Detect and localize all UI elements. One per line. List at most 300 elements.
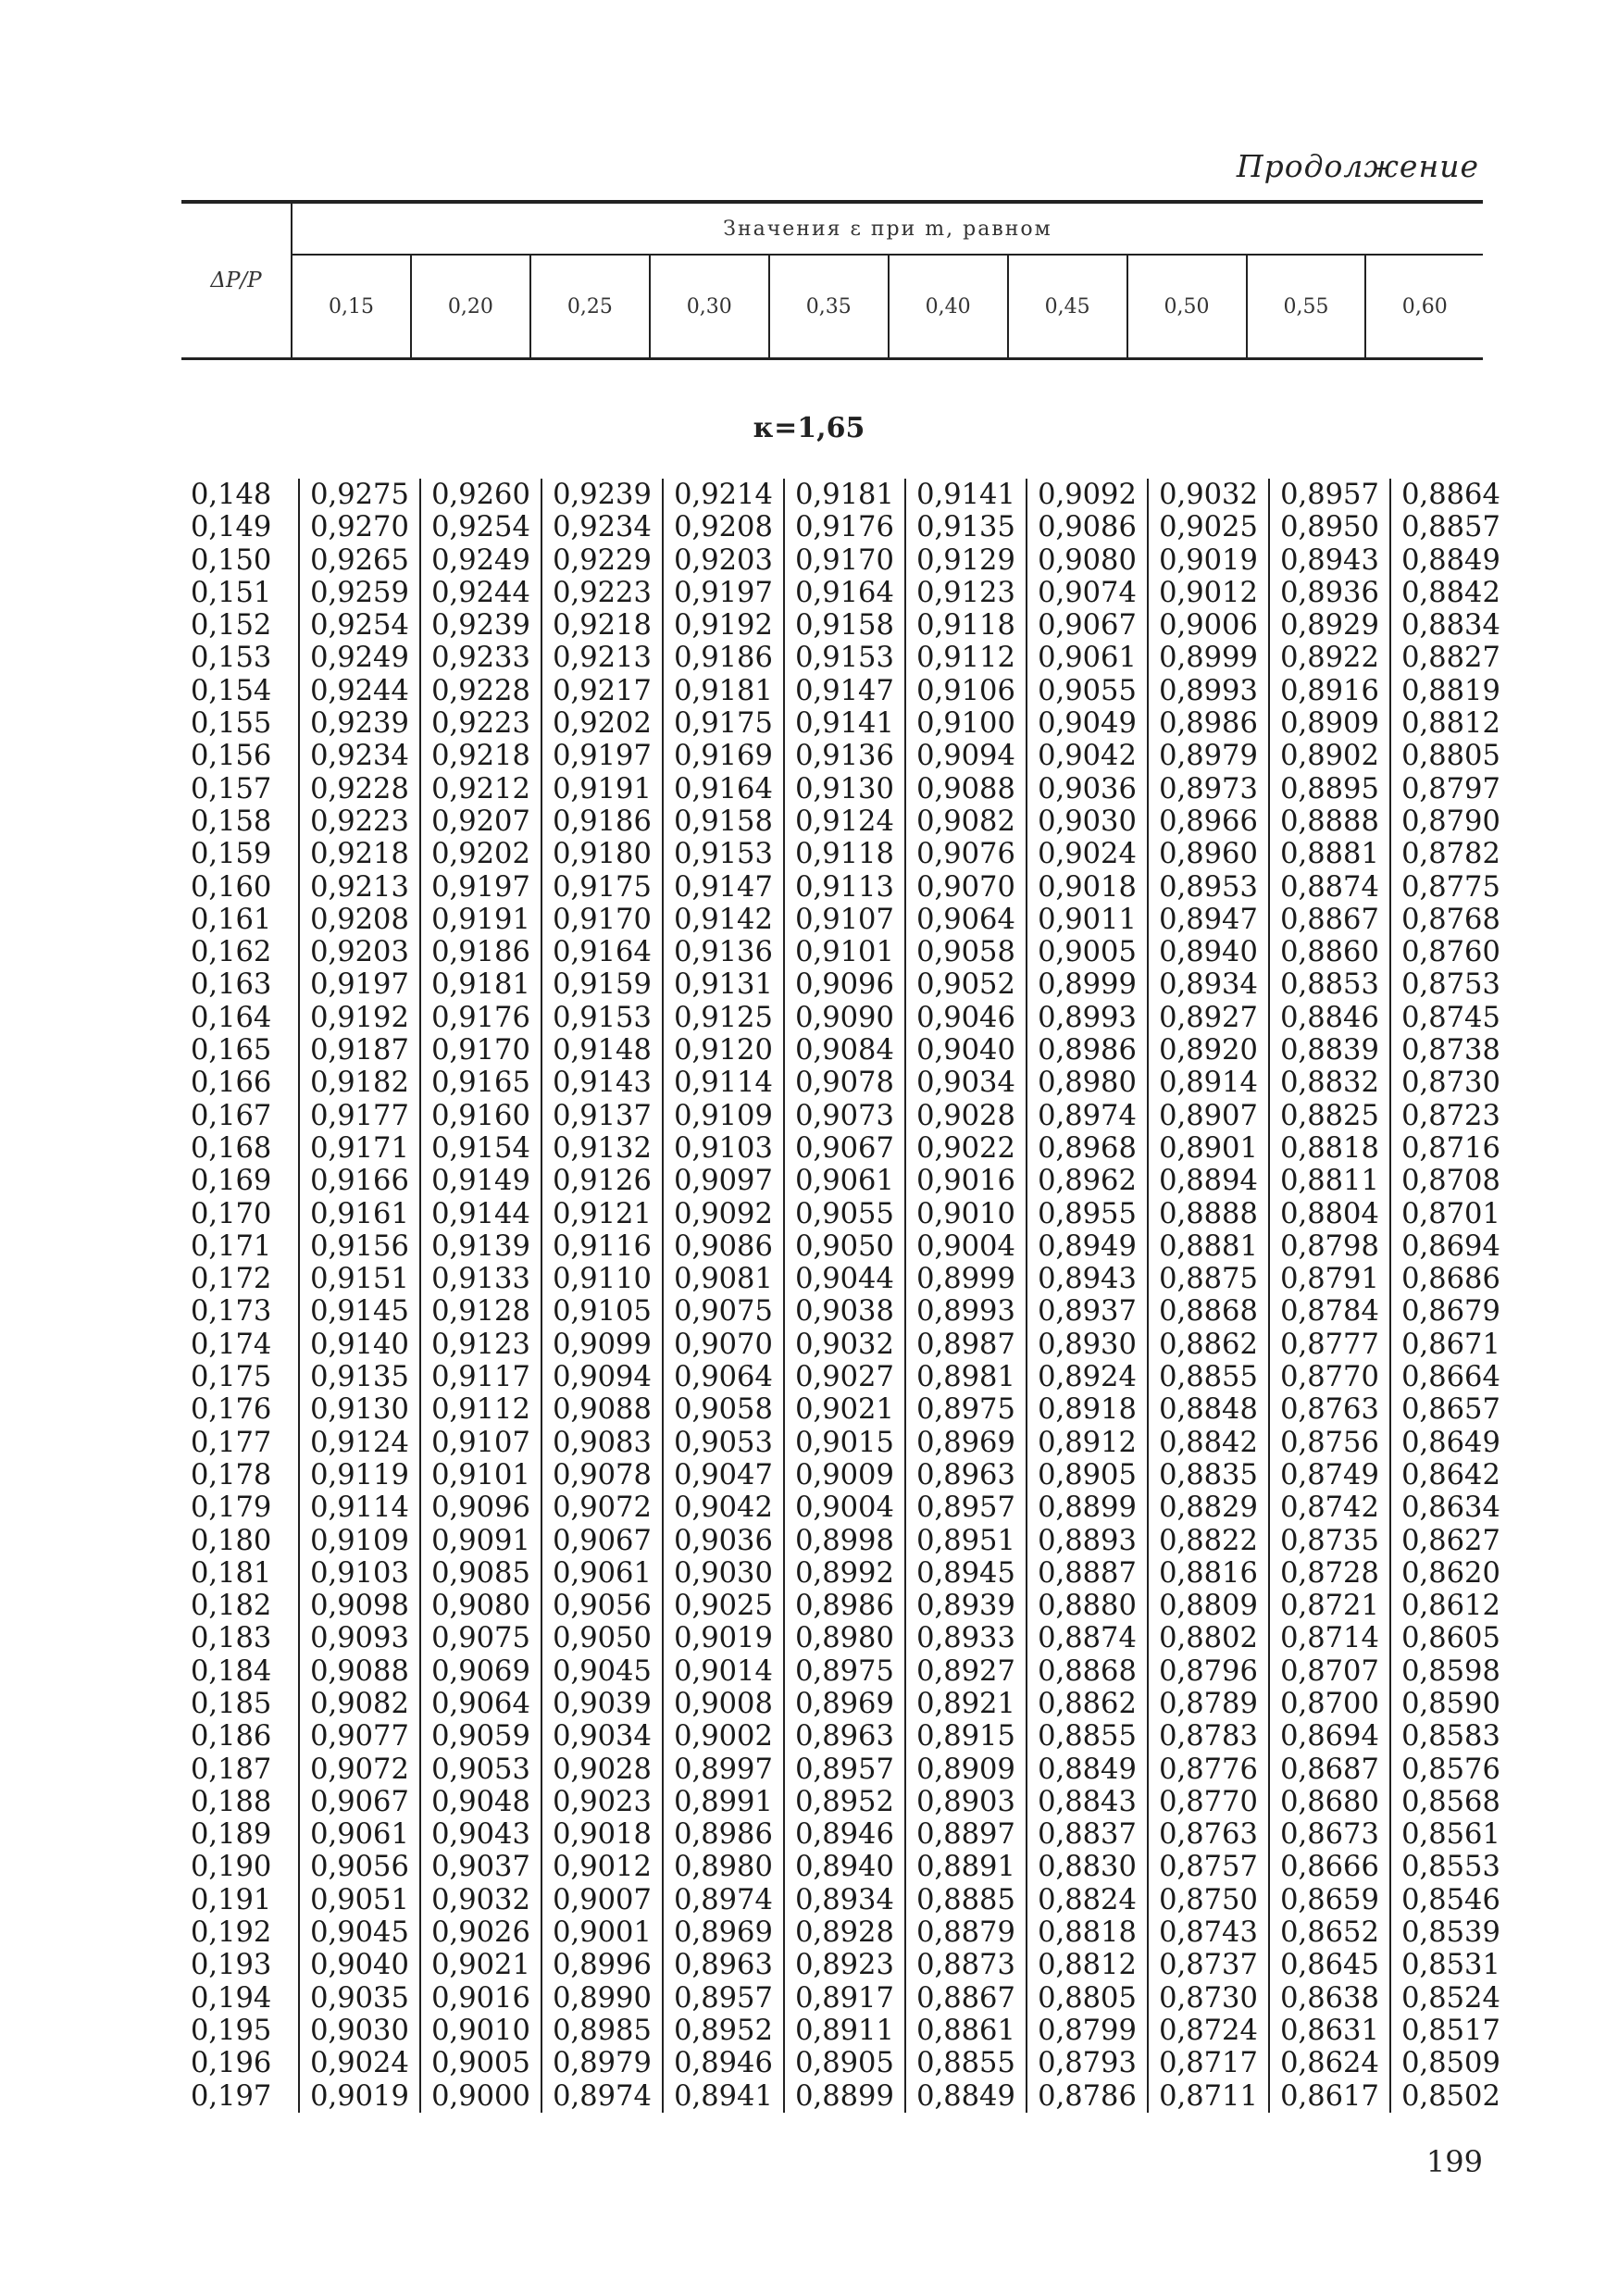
epsilon-value-cell: 0,9042	[664, 1491, 785, 1524]
epsilon-value-cell: 0,8509	[1401, 2047, 1500, 2080]
epsilon-value-cell: 0,9085	[421, 1557, 542, 1590]
epsilon-value-cell: 0,8899	[1027, 1491, 1149, 1524]
epsilon-value-cell: 0,9254	[300, 609, 421, 642]
epsilon-value-cell: 0,9042	[1027, 740, 1149, 772]
epsilon-value-cell: 0,9110	[542, 1263, 664, 1295]
epsilon-value-cell: 0,8986	[785, 1590, 906, 1622]
epsilon-value-cell: 0,9153	[785, 642, 906, 674]
epsilon-value-cell: 0,9043	[421, 1818, 542, 1851]
epsilon-value-cell: 0,8903	[906, 1786, 1027, 1818]
epsilon-value-cell: 0,9061	[300, 1818, 421, 1851]
epsilon-value-cell: 0,8829	[1149, 1491, 1270, 1524]
table-row	[181, 675, 1511, 707]
epsilon-value-cell: 0,9170	[542, 904, 664, 936]
table-row	[181, 968, 1511, 1001]
epsilon-value-cell: 0,8881	[1149, 1230, 1270, 1263]
epsilon-value-cell: 0,9059	[421, 1720, 542, 1753]
epsilon-value-cell: 0,8757	[1149, 1851, 1270, 1883]
epsilon-value-cell: 0,9116	[542, 1230, 664, 1263]
table-row	[181, 1491, 1511, 1524]
epsilon-value-cell: 0,9186	[542, 805, 664, 838]
dp-value-cell: 0,185	[181, 1688, 300, 1720]
epsilon-value-cell: 0,9004	[785, 1491, 906, 1524]
epsilon-value-cell: 0,8568	[1401, 1785, 1500, 1818]
epsilon-value-cell: 0,8620	[1401, 1556, 1500, 1590]
epsilon-value-cell: 0,9084	[785, 1034, 906, 1067]
epsilon-value-cell: 0,8849	[1027, 1753, 1149, 1786]
epsilon-value-cell: 0,8951	[906, 1525, 1027, 1557]
epsilon-value-cell: 0,8790	[1401, 805, 1500, 838]
epsilon-value-cell: 0,9191	[421, 904, 542, 936]
table-row	[181, 544, 1511, 577]
epsilon-value-cell: 0,9030	[664, 1557, 785, 1590]
dp-value-cell: 0,160	[181, 871, 300, 904]
epsilon-value-cell: 0,8960	[1149, 838, 1270, 870]
epsilon-value-cell: 0,9069	[421, 1655, 542, 1688]
epsilon-value-cell: 0,8998	[785, 1525, 906, 1557]
epsilon-value-cell: 0,8864	[1401, 479, 1500, 511]
epsilon-value-cell: 0,8839	[1270, 1034, 1391, 1067]
table-row	[181, 1459, 1511, 1491]
epsilon-value-cell: 0,8924	[1027, 1361, 1149, 1393]
epsilon-value-cell: 0,8827	[1401, 642, 1500, 675]
epsilon-value-cell: 0,9141	[906, 479, 1027, 511]
epsilon-value-cell: 0,8905	[1027, 1459, 1149, 1491]
epsilon-value-cell: 0,9088	[906, 773, 1027, 805]
epsilon-value-cell: 0,9032	[1149, 479, 1270, 511]
epsilon-value-cell: 0,8786	[1027, 2080, 1149, 2113]
table-row	[181, 1590, 1511, 1622]
epsilon-value-cell: 0,9113	[785, 871, 906, 904]
epsilon-value-cell: 0,9158	[785, 609, 906, 642]
epsilon-value-cell: 0,9176	[421, 1002, 542, 1034]
dp-value-cell: 0,171	[181, 1230, 300, 1263]
dp-value-cell: 0,149	[181, 511, 300, 543]
epsilon-value-cell: 0,8730	[1401, 1067, 1500, 1100]
epsilon-value-cell: 0,8708	[1401, 1165, 1500, 1198]
epsilon-value-cell: 0,9018	[1027, 871, 1149, 904]
epsilon-value-cell: 0,9039	[542, 1688, 664, 1720]
epsilon-value-cell: 0,8987	[906, 1329, 1027, 1361]
epsilon-value-cell: 0,9064	[906, 904, 1027, 936]
epsilon-value-cell: 0,8627	[1401, 1524, 1500, 1557]
row-header-dp-over-p: ΔP/P	[181, 202, 292, 359]
epsilon-value-cell: 0,9082	[300, 1688, 421, 1720]
epsilon-value-cell: 0,9101	[785, 936, 906, 968]
epsilon-value-cell: 0,9159	[542, 968, 664, 1001]
epsilon-value-cell: 0,8921	[906, 1688, 1027, 1720]
epsilon-value-cell: 0,9061	[542, 1557, 664, 1590]
epsilon-value-cell: 0,8974	[1027, 1100, 1149, 1132]
table-row	[181, 1132, 1511, 1165]
table-row	[181, 2047, 1511, 2079]
epsilon-value-cell: 0,8923	[785, 1949, 906, 1981]
epsilon-value-cell: 0,8899	[785, 2080, 906, 2113]
epsilon-value-cell: 0,9086	[1027, 511, 1149, 543]
epsilon-value-cell: 0,9004	[906, 1230, 1027, 1263]
epsilon-value-cell: 0,9035	[300, 1982, 421, 2015]
epsilon-value-cell: 0,8974	[542, 2080, 664, 2113]
epsilon-value-cell: 0,9160	[421, 1100, 542, 1132]
epsilon-value-cell: 0,9197	[664, 577, 785, 609]
dp-value-cell: 0,152	[181, 609, 300, 642]
epsilon-value-cell: 0,9050	[542, 1622, 664, 1654]
epsilon-value-cell: 0,9143	[542, 1067, 664, 1099]
epsilon-value-cell: 0,8812	[1027, 1949, 1149, 1981]
table-row	[181, 1329, 1511, 1361]
epsilon-value-cell: 0,8687	[1270, 1753, 1391, 1786]
epsilon-value-cell: 0,8714	[1270, 1622, 1391, 1654]
epsilon-value-cell: 0,9130	[300, 1393, 421, 1426]
epsilon-value-cell: 0,8929	[1270, 609, 1391, 642]
dp-value-cell: 0,161	[181, 904, 300, 936]
epsilon-value-cell: 0,9175	[542, 871, 664, 904]
epsilon-value-cell: 0,8993	[1149, 675, 1270, 707]
epsilon-value-cell: 0,8701	[1401, 1197, 1500, 1230]
epsilon-value-cell: 0,9265	[300, 544, 421, 577]
epsilon-value-cell: 0,8881	[1270, 838, 1391, 870]
epsilon-value-cell: 0,9148	[542, 1034, 664, 1067]
epsilon-value-cell: 0,9030	[300, 2015, 421, 2047]
epsilon-value-cell: 0,9081	[664, 1263, 785, 1295]
epsilon-value-cell: 0,9086	[664, 1230, 785, 1263]
epsilon-value-cell: 0,8857	[1401, 511, 1500, 544]
m-header: 0,40	[889, 255, 1008, 359]
epsilon-value-cell: 0,8996	[542, 1949, 664, 1981]
epsilon-value-cell: 0,8631	[1270, 2015, 1391, 2047]
table-row	[181, 1067, 1511, 1099]
epsilon-value-cell: 0,8922	[1270, 642, 1391, 674]
table-row	[181, 936, 1511, 968]
epsilon-value-cell: 0,8891	[906, 1851, 1027, 1883]
epsilon-value-cell: 0,9223	[542, 577, 664, 609]
epsilon-value-cell: 0,9153	[664, 838, 785, 870]
epsilon-value-cell: 0,9218	[300, 838, 421, 870]
epsilon-value-cell: 0,9106	[906, 675, 1027, 707]
epsilon-value-cell: 0,9026	[421, 1916, 542, 1949]
epsilon-value-cell: 0,8990	[542, 1982, 664, 2015]
epsilon-value-cell: 0,9037	[421, 1851, 542, 1883]
epsilon-value-cell: 0,9088	[300, 1655, 421, 1688]
epsilon-value-cell: 0,9125	[664, 1002, 785, 1034]
epsilon-value-cell: 0,8576	[1401, 1753, 1500, 1786]
epsilon-value-cell: 0,9197	[300, 968, 421, 1001]
epsilon-value-cell: 0,9123	[906, 577, 1027, 609]
epsilon-value-cell: 0,8940	[785, 1851, 906, 1883]
epsilon-value-cell: 0,9259	[300, 577, 421, 609]
epsilon-value-cell: 0,9007	[542, 1884, 664, 1916]
epsilon-value-cell: 0,9027	[785, 1361, 906, 1393]
epsilon-value-cell: 0,8897	[906, 1818, 1027, 1851]
epsilon-value-cell: 0,9070	[906, 871, 1027, 904]
epsilon-value-cell: 0,8717	[1149, 2047, 1270, 2079]
epsilon-value-cell: 0,9015	[785, 1427, 906, 1459]
dp-value-cell: 0,183	[181, 1622, 300, 1654]
table-row	[181, 1851, 1511, 1883]
epsilon-value-cell: 0,9170	[421, 1034, 542, 1067]
epsilon-value-cell: 0,9074	[1027, 577, 1149, 609]
epsilon-value-cell: 0,8707	[1270, 1655, 1391, 1688]
epsilon-value-cell: 0,9025	[664, 1590, 785, 1622]
epsilon-value-cell: 0,9021	[785, 1393, 906, 1426]
epsilon-value-cell: 0,9006	[1149, 609, 1270, 642]
epsilon-value-cell: 0,9158	[664, 805, 785, 838]
epsilon-value-cell: 0,8969	[785, 1688, 906, 1720]
epsilon-value-cell: 0,9093	[300, 1622, 421, 1654]
epsilon-value-cell: 0,8934	[785, 1884, 906, 1916]
epsilon-value-cell: 0,8992	[785, 1557, 906, 1590]
epsilon-value-cell: 0,8940	[1149, 936, 1270, 968]
epsilon-value-cell: 0,8953	[1149, 871, 1270, 904]
epsilon-value-cell: 0,9233	[421, 642, 542, 674]
dp-value-cell: 0,153	[181, 642, 300, 674]
column-group-title: Значения ε при m, равном	[292, 202, 1483, 255]
epsilon-value-cell: 0,9133	[421, 1263, 542, 1295]
epsilon-value-cell: 0,9021	[421, 1949, 542, 1981]
epsilon-value-cell: 0,8770	[1149, 1786, 1270, 1818]
epsilon-value-cell: 0,8974	[664, 1884, 785, 1916]
dp-value-cell: 0,196	[181, 2047, 300, 2079]
epsilon-value-cell: 0,9053	[664, 1427, 785, 1459]
epsilon-value-cell: 0,9067	[785, 1132, 906, 1165]
epsilon-value-cell: 0,9249	[421, 544, 542, 577]
epsilon-value-cell: 0,9051	[300, 1884, 421, 1916]
m-header: 0,15	[292, 255, 411, 359]
epsilon-value-cell: 0,9114	[300, 1491, 421, 1524]
dp-value-cell: 0,195	[181, 2015, 300, 2047]
epsilon-value-cell: 0,8941	[664, 2080, 785, 2113]
epsilon-value-cell: 0,9096	[785, 968, 906, 1001]
epsilon-value-cell: 0,9032	[421, 1884, 542, 1916]
epsilon-value-cell: 0,8966	[1149, 805, 1270, 838]
epsilon-value-cell: 0,9090	[785, 1002, 906, 1034]
epsilon-value-cell: 0,9119	[300, 1459, 421, 1491]
epsilon-value-cell: 0,9218	[421, 740, 542, 772]
epsilon-value-cell: 0,8743	[1149, 1916, 1270, 1949]
epsilon-value-cell: 0,9131	[664, 968, 785, 1001]
epsilon-value-cell: 0,9239	[300, 707, 421, 740]
epsilon-value-cell: 0,9114	[664, 1067, 785, 1099]
epsilon-value-cell: 0,8756	[1270, 1427, 1391, 1459]
epsilon-value-cell: 0,8917	[785, 1982, 906, 2015]
epsilon-value-cell: 0,8848	[1149, 1393, 1270, 1426]
epsilon-value-cell: 0,9028	[906, 1100, 1027, 1132]
dp-value-cell: 0,192	[181, 1916, 300, 1949]
epsilon-value-cell: 0,9151	[300, 1263, 421, 1295]
table-row	[181, 1720, 1511, 1753]
epsilon-value-cell: 0,9005	[421, 2047, 542, 2079]
dp-value-cell: 0,194	[181, 1982, 300, 2015]
epsilon-value-cell: 0,9064	[664, 1361, 785, 1393]
m-header: 0,50	[1127, 255, 1247, 359]
epsilon-value-cell: 0,8999	[1149, 642, 1270, 674]
epsilon-value-cell: 0,8711	[1149, 2080, 1270, 2113]
epsilon-value-cell: 0,8979	[542, 2047, 664, 2079]
epsilon-value-cell: 0,8649	[1401, 1426, 1500, 1459]
epsilon-value-cell: 0,9229	[542, 544, 664, 577]
epsilon-value-cell: 0,8583	[1401, 1720, 1500, 1753]
epsilon-value-cell: 0,9012	[542, 1851, 664, 1883]
epsilon-value-cell: 0,8975	[785, 1655, 906, 1688]
dp-value-cell: 0,163	[181, 968, 300, 1001]
epsilon-value-cell: 0,9024	[300, 2047, 421, 2079]
dp-value-cell: 0,174	[181, 1329, 300, 1361]
epsilon-value-cell: 0,8991	[664, 1786, 785, 1818]
epsilon-value-cell: 0,8825	[1270, 1100, 1391, 1132]
epsilon-value-cell: 0,8700	[1270, 1688, 1391, 1720]
epsilon-value-cell: 0,8812	[1401, 707, 1500, 741]
epsilon-value-cell: 0,8993	[906, 1295, 1027, 1328]
epsilon-value-cell: 0,9164	[664, 773, 785, 805]
epsilon-value-cell: 0,9270	[300, 511, 421, 543]
table-row	[181, 1393, 1511, 1426]
epsilon-value-cell: 0,9040	[300, 1949, 421, 1981]
epsilon-value-cell: 0,9075	[664, 1295, 785, 1328]
epsilon-value-cell: 0,9050	[785, 1230, 906, 1263]
epsilon-value-cell: 0,9153	[542, 1002, 664, 1034]
epsilon-value-cell: 0,8930	[1027, 1329, 1149, 1361]
epsilon-value-cell: 0,8927	[1149, 1002, 1270, 1034]
epsilon-value-cell: 0,9121	[542, 1198, 664, 1230]
epsilon-value-cell: 0,9011	[1027, 904, 1149, 936]
epsilon-value-cell: 0,9075	[421, 1622, 542, 1654]
epsilon-value-cell: 0,9022	[906, 1132, 1027, 1165]
epsilon-value-cell: 0,9136	[664, 936, 785, 968]
epsilon-value-cell: 0,8680	[1270, 1786, 1391, 1818]
epsilon-value-cell: 0,8753	[1401, 968, 1500, 1002]
epsilon-value-cell: 0,8915	[906, 1720, 1027, 1753]
epsilon-value-cell: 0,9076	[906, 838, 1027, 870]
epsilon-value-cell: 0,9092	[1027, 479, 1149, 511]
dp-value-cell: 0,180	[181, 1525, 300, 1557]
epsilon-value-cell: 0,8502	[1401, 2079, 1500, 2113]
epsilon-value-cell: 0,9192	[300, 1002, 421, 1034]
dp-value-cell: 0,158	[181, 805, 300, 838]
epsilon-value-cell: 0,9073	[785, 1100, 906, 1132]
epsilon-value-cell: 0,9213	[542, 642, 664, 674]
dp-value-cell: 0,168	[181, 1132, 300, 1165]
epsilon-value-cell: 0,9164	[542, 936, 664, 968]
epsilon-value-cell: 0,8749	[1270, 1459, 1391, 1491]
epsilon-value-cell: 0,8517	[1401, 2014, 1500, 2047]
dp-value-cell: 0,165	[181, 1034, 300, 1067]
epsilon-value-cell: 0,9207	[421, 805, 542, 838]
epsilon-value-cell: 0,9149	[421, 1165, 542, 1197]
epsilon-value-cell: 0,8846	[1270, 1002, 1391, 1034]
epsilon-value-cell: 0,9197	[542, 740, 664, 772]
epsilon-value-cell: 0,8975	[906, 1393, 1027, 1426]
epsilon-value-cell: 0,9164	[785, 577, 906, 609]
table-row	[181, 805, 1511, 838]
epsilon-value-cell: 0,8818	[1027, 1916, 1149, 1949]
table-row	[181, 1688, 1511, 1720]
dp-value-cell: 0,159	[181, 838, 300, 870]
epsilon-value-cell: 0,8849	[906, 2080, 1027, 2113]
epsilon-value-cell: 0,8590	[1401, 1687, 1500, 1720]
table-body	[181, 479, 1511, 2113]
m-header: 0,25	[530, 255, 650, 359]
epsilon-value-cell: 0,9012	[1149, 577, 1270, 609]
epsilon-value-cell: 0,9147	[785, 675, 906, 707]
epsilon-value-cell: 0,8605	[1401, 1622, 1500, 1655]
epsilon-value-cell: 0,8968	[1027, 1132, 1149, 1165]
dp-value-cell: 0,150	[181, 544, 300, 577]
dp-value-cell: 0,197	[181, 2080, 300, 2113]
epsilon-value-cell: 0,8561	[1401, 1818, 1500, 1852]
epsilon-value-cell: 0,8949	[1027, 1230, 1149, 1263]
epsilon-value-cell: 0,9118	[906, 609, 1027, 642]
epsilon-value-cell: 0,8849	[1401, 543, 1500, 577]
epsilon-value-cell: 0,8934	[1149, 968, 1270, 1001]
epsilon-value-cell: 0,8943	[1027, 1263, 1149, 1295]
epsilon-value-cell: 0,9064	[421, 1688, 542, 1720]
epsilon-value-cell: 0,9107	[421, 1427, 542, 1459]
epsilon-value-cell: 0,9101	[421, 1459, 542, 1491]
epsilon-value-cell: 0,9192	[664, 609, 785, 642]
epsilon-value-cell: 0,8843	[1027, 1786, 1149, 1818]
epsilon-value-cell: 0,9182	[300, 1067, 421, 1099]
continued-label: Продолжение	[1236, 148, 1479, 184]
epsilon-value-cell: 0,9181	[421, 968, 542, 1001]
epsilon-value-cell: 0,8914	[1149, 1067, 1270, 1099]
epsilon-value-cell: 0,8893	[1027, 1525, 1149, 1557]
epsilon-value-cell: 0,8999	[906, 1263, 1027, 1295]
epsilon-value-cell: 0,9036	[664, 1525, 785, 1557]
m-header: 0,60	[1401, 294, 1448, 318]
epsilon-value-cell: 0,8652	[1270, 1916, 1391, 1949]
m-header: 0,30	[650, 255, 769, 359]
epsilon-value-cell: 0,8999	[1027, 968, 1149, 1001]
epsilon-value-cell: 0,8962	[1027, 1165, 1149, 1197]
epsilon-value-cell: 0,9010	[906, 1198, 1027, 1230]
epsilon-value-cell: 0,8818	[1270, 1132, 1391, 1165]
epsilon-value-cell: 0,9038	[785, 1295, 906, 1328]
dp-value-cell: 0,193	[181, 1949, 300, 1981]
epsilon-value-cell: 0,8539	[1401, 1916, 1500, 1950]
epsilon-value-cell: 0,9175	[664, 707, 785, 740]
epsilon-value-cell: 0,8745	[1401, 1001, 1500, 1034]
epsilon-value-cell: 0,9234	[542, 511, 664, 543]
epsilon-value-cell: 0,9080	[1027, 544, 1149, 577]
dp-value-cell: 0,187	[181, 1753, 300, 1786]
table-row	[181, 871, 1511, 904]
table-row	[181, 642, 1511, 674]
table-row	[181, 1263, 1511, 1295]
dp-value-cell: 0,167	[181, 1100, 300, 1132]
epsilon-value-cell: 0,9036	[1027, 773, 1149, 805]
epsilon-value-cell: 0,8797	[1401, 772, 1500, 805]
epsilon-value-cell: 0,8686	[1401, 1263, 1500, 1296]
epsilon-value-cell: 0,8957	[785, 1753, 906, 1786]
epsilon-value-cell: 0,8799	[1027, 2015, 1149, 2047]
epsilon-value-cell: 0,9103	[300, 1557, 421, 1590]
dp-value-cell: 0,170	[181, 1198, 300, 1230]
epsilon-value-cell: 0,9203	[300, 936, 421, 968]
epsilon-value-cell: 0,8782	[1401, 838, 1500, 871]
epsilon-value-cell: 0,8855	[1149, 1361, 1270, 1393]
m-header: 0,20	[411, 255, 530, 359]
epsilon-value-cell: 0,8804	[1270, 1198, 1391, 1230]
epsilon-value-cell: 0,8679	[1401, 1295, 1500, 1329]
epsilon-value-cell: 0,8638	[1270, 1982, 1391, 2015]
dp-value-cell: 0,188	[181, 1786, 300, 1818]
dp-value-cell: 0,173	[181, 1295, 300, 1328]
epsilon-value-cell: 0,9008	[664, 1688, 785, 1720]
epsilon-value-cell: 0,8768	[1401, 903, 1500, 936]
epsilon-value-cell: 0,8860	[1270, 936, 1391, 968]
epsilon-value-cell: 0,8957	[906, 1491, 1027, 1524]
epsilon-value-cell: 0,8868	[1149, 1295, 1270, 1328]
